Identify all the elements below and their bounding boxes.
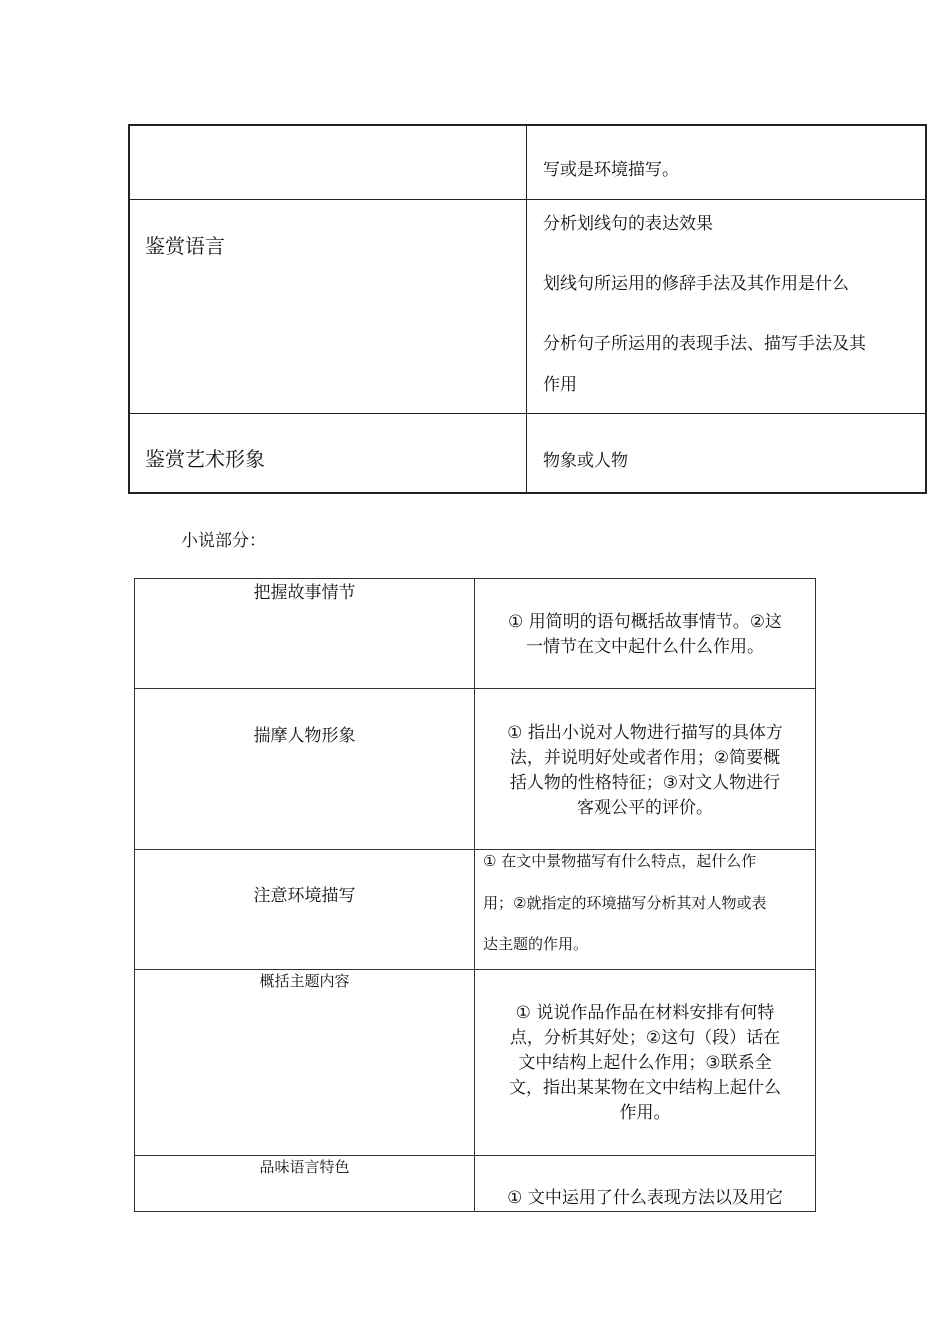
row-label-character: 揣摩人物形象 — [253, 726, 356, 746]
table-divider — [128, 413, 927, 414]
table-cell-text: 作用。 — [619, 1103, 671, 1123]
table-cell-text: 写或是环境描写。 — [543, 160, 679, 180]
table-divider — [134, 688, 816, 689]
table-cell-text: 划线句所运用的修辞手法及其作用是什么 — [543, 274, 849, 294]
table-cell-text: ① 在文中景物描写有什么特点，起什么作 — [483, 852, 757, 870]
row-label-plot: 把握故事情节 — [253, 583, 356, 603]
table-cell-text: 文中结构上起什么作用；③联系全 — [518, 1053, 772, 1073]
table-divider — [526, 124, 527, 494]
table-cell-text: 分析划线句的表达效果 — [543, 214, 713, 234]
row-label-art-image: 鉴赏艺术形象 — [145, 447, 265, 471]
table-cell-text: 分析句子所运用的表现手法、描写手法及其 — [543, 334, 866, 354]
table-cell-text: ① 用简明的语句概括故事情节。②这 — [508, 612, 782, 632]
row-label-language-style: 品味语言特色 — [259, 1158, 350, 1176]
table-divider — [474, 578, 475, 1212]
table-analysis-methods — [128, 124, 927, 494]
table-cell-text: 用；②就指定的环境描写分析其对人物或表 — [483, 894, 767, 912]
table-cell-text: 一情节在文中起什么什么作用。 — [526, 637, 764, 657]
table-cell-text: 法，并说明好处或者作用；②简要概 — [509, 748, 781, 768]
table-cell-text: 点，分析其好处；②这句（段）话在 — [509, 1028, 781, 1048]
table-cell-text: 达主题的作用。 — [483, 935, 589, 953]
table-cell-text: 作用 — [543, 375, 577, 395]
table-cell-text: ① 文中运用了什么表现方法以及用它 — [507, 1188, 783, 1208]
table-cell-text: 客观公平的评价。 — [577, 798, 713, 818]
table-cell-text: ① 指出小说对人物进行描写的具体方 — [507, 723, 783, 743]
table-cell-text: 括人物的性格特征；③对文人物进行 — [509, 773, 781, 793]
row-label-theme: 概括主题内容 — [259, 972, 350, 990]
table-cell-text: ① 说说作品作品在材料安排有何特 — [515, 1003, 775, 1023]
row-label-environment: 注意环境描写 — [253, 886, 356, 906]
row-label-language: 鉴赏语言 — [145, 234, 225, 258]
table-cell-text: 物象或人物 — [543, 451, 628, 471]
section-label: 小说部分： — [181, 531, 266, 551]
table-divider — [128, 199, 927, 200]
table-cell-text: 文，指出某某物在文中结构上起什么 — [509, 1078, 781, 1098]
